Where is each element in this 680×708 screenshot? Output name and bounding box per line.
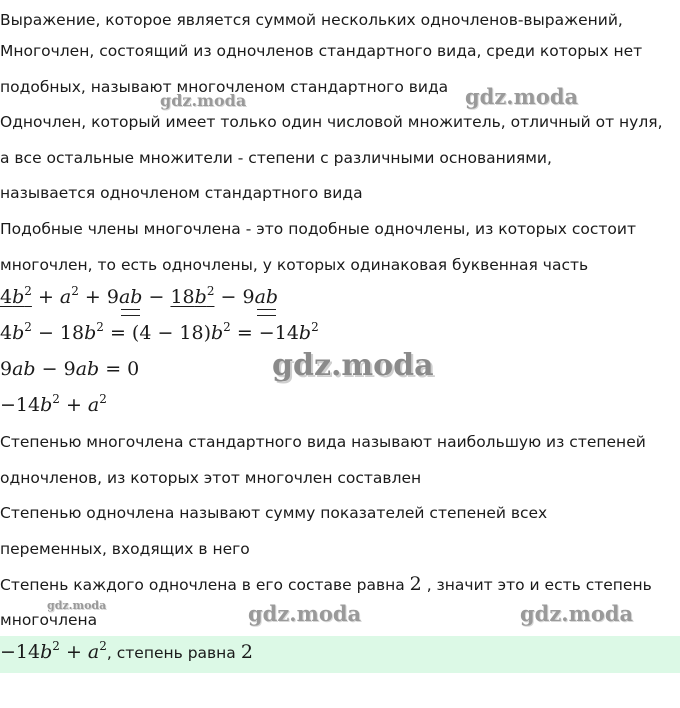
answer-label: , степень равна	[106, 644, 236, 662]
math-line-4: $-14b^2 + a^2$	[0, 392, 107, 416]
watermark: gdz.moda	[520, 601, 634, 626]
math-line-2: $4b^2 - 18b^2 = (4 - 18)b^2 = -14b^2$	[0, 320, 319, 344]
text-line-9: Степенью многочлена стандартного вида называют наибольшую из степеней	[0, 433, 646, 451]
text-line-3: подобных, называют многочленом стандартного вида	[0, 78, 449, 96]
text-line-14: многочлена	[0, 611, 98, 629]
text-line-2: Многочлен, состоящий из одночленов стандартного вида, среди которых нет	[0, 42, 643, 60]
text-line-4: Одночлен, который имеет только один числовой множитель, отличный от нуля,	[0, 113, 663, 131]
text-line-1: Выражение, которое является суммой нескольких одночленов-выражений,	[0, 11, 623, 29]
text-line-5: а все остальные множители - степени с различными основаниями,	[0, 149, 552, 167]
watermark: gdz.moda	[160, 91, 247, 110]
text-line-6: называется одночленом стандартного вида	[0, 184, 363, 202]
watermark: gdz.moda	[248, 601, 362, 626]
math-line-3: 9ab − 9ab = 0	[0, 358, 140, 380]
answer-box	[0, 636, 680, 673]
text-line-11: Степенью одночлена называют сумму показателей степеней всех	[0, 504, 548, 522]
watermark: gdz.moda	[465, 84, 579, 109]
text-line-13	[0, 574, 652, 595]
text-line-8: многочлен, то есть одночлены, у которых одинаковая буквенная часть	[0, 256, 589, 274]
watermark: gdz.moda	[272, 348, 434, 383]
math-line-1: $4b^2 + a^2 + 9ab - 18b^2 - 9ab$	[0, 284, 279, 308]
text-line-12: переменных, входящих в него	[0, 540, 250, 558]
degree-value: 2	[409, 573, 422, 595]
answer-value: 2	[240, 641, 253, 663]
watermark: gdz.moda	[47, 599, 107, 612]
answer-expression: $-14b^2 + a^2$	[0, 639, 107, 663]
text-line-7: Подобные члены многочлена - это подобные одночлены, из которых состоит	[0, 220, 636, 238]
degree-sentence-end: , значит это и есть степень	[426, 576, 652, 594]
degree-sentence-start: Степень каждого одночлена в его составе равна	[0, 576, 405, 594]
text-line-10: одночленов, из которых этот многочлен составлен	[0, 469, 422, 487]
